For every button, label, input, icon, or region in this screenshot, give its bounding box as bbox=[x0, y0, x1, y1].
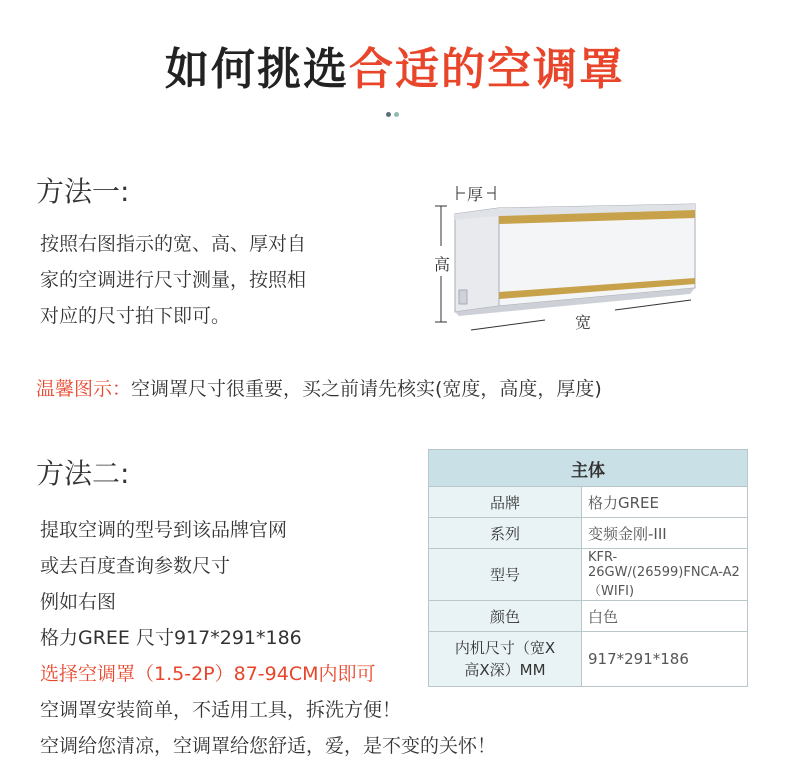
method1-line: 家的空调进行尺寸测量，按照相 bbox=[40, 269, 307, 291]
method1-line: 按照右图指示的宽、高、厚对自 bbox=[40, 233, 307, 255]
spec-table-header: 主体 bbox=[429, 450, 748, 487]
method2-line: 格力GREE 尺寸917*291*186 bbox=[40, 627, 302, 649]
spec-size-key bbox=[429, 632, 582, 687]
size-key-line: 内机尺寸（宽X bbox=[454, 639, 556, 657]
ac-measure-diagram bbox=[425, 180, 705, 340]
dot-icon bbox=[394, 112, 399, 117]
method2-line: 或去百度查询参数尺寸 bbox=[40, 555, 231, 577]
spec-table bbox=[428, 449, 748, 687]
spec-key: 颜色 bbox=[429, 601, 582, 632]
method2-line: 例如右图 bbox=[40, 591, 117, 613]
spec-key: 系列 bbox=[429, 518, 582, 549]
tip-label: 温馨图示： bbox=[36, 378, 132, 400]
method2-heading: 方法二: bbox=[36, 457, 130, 490]
closing-line: 空调罩安装简单，不适用工具，拆洗方便！ bbox=[40, 699, 402, 721]
spec-value: 变频金刚-III bbox=[582, 518, 748, 549]
table-row bbox=[429, 549, 748, 601]
method2-line: 提取空调的型号到该品牌官网 bbox=[40, 519, 288, 541]
spec-value: 格力GREE bbox=[582, 487, 748, 518]
decorative-dots bbox=[386, 112, 406, 120]
closing-line: 空调给您清凉，空调罩给您舒适，爱，是不变的关怀！ bbox=[40, 735, 497, 757]
spec-value: 白色 bbox=[582, 601, 748, 632]
tip-line bbox=[36, 371, 602, 407]
title-part2: 合适的空调罩 bbox=[349, 44, 625, 95]
tip-text: 空调罩尺寸很重要，买之前请先核实(宽度，高度，厚度) bbox=[131, 378, 602, 400]
table-row bbox=[429, 632, 748, 687]
table-row bbox=[429, 518, 748, 549]
spec-size-value: 917*291*186 bbox=[582, 632, 748, 687]
width-label: 宽 bbox=[575, 313, 592, 332]
dot-icon bbox=[386, 112, 391, 117]
method1-line: 对应的尺寸拍下即可。 bbox=[40, 305, 231, 327]
table-row bbox=[429, 487, 748, 518]
page-title bbox=[0, 38, 790, 102]
title-part1: 如何挑选 bbox=[165, 44, 349, 95]
spec-key: 型号 bbox=[429, 549, 582, 601]
method1-text bbox=[40, 226, 306, 334]
size-key-line: 高X深）MM bbox=[464, 661, 546, 679]
table-row bbox=[429, 601, 748, 632]
spec-value: KFR-26GW/(26599)FNCA-A2（WIFI) bbox=[582, 549, 748, 601]
spec-key: 品牌 bbox=[429, 487, 582, 518]
height-label: 高 bbox=[434, 255, 451, 274]
method2-red-line: 选择空调罩（1.5-2P）87-94CM内即可 bbox=[40, 663, 376, 685]
method1-heading: 方法一: bbox=[36, 175, 130, 208]
thickness-label: 厚 bbox=[467, 185, 484, 204]
